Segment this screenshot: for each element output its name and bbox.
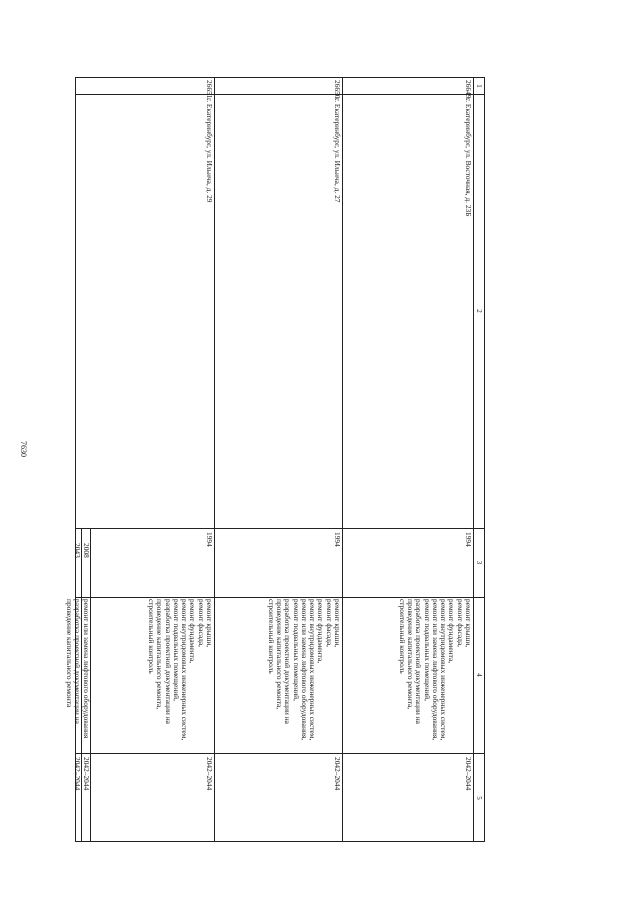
row-works: ремонт крыши, ремонт фасада, ремонт фундамента, ремонт внутридомовых инженерных систем, ремонт или замена лифтового оборудования, ремонт подвальных помещений, разработка проектной документации на проведение капитального ремонта, строительный контроль	[266, 599, 342, 741]
subrow-year: 2008	[82, 543, 91, 558]
row-address: г. Екатеринбург, ул. Ильича, д. 27	[333, 98, 342, 203]
row-number: 26650.	[333, 80, 342, 101]
row-period: 2042–2044	[333, 757, 342, 791]
col-header-5: 5	[475, 796, 483, 800]
subrow-works: ремонт или замена лифтового оборудования	[82, 599, 91, 739]
col-header-1: 1	[475, 84, 483, 88]
row-year: 1994	[333, 532, 342, 547]
row-number: 26649.	[464, 80, 473, 101]
col-header-4: 4	[475, 673, 483, 677]
row-works: ремонт крыши, ремонт фасада, ремонт фундамента, ремонт внутридомовых инженерных систем, ремонт подвальных помещений, разработка проектной документации на проведение капитального ремонта, строительный контроль	[146, 599, 214, 741]
page-number: 7630	[19, 441, 28, 457]
row-year: 1994	[464, 532, 473, 547]
row-period: 2042–2044	[205, 757, 214, 791]
capital-repair-table	[64, 77, 485, 842]
subrow-period: 2042–2044	[73, 757, 82, 791]
row-works: ремонт крыши, ремонт фасада, ремонт фундамента, ремонт внутридомовых инженерных систем, ремонт или замена лифтового оборудования, ремонт подвальных помещений, разработка проектной документации на проведение капитального ремонта, строительный контроль	[397, 599, 473, 741]
col-header-2: 2	[475, 309, 483, 313]
row-address: г. Екатеринбург, ул. Ильича, д. 29	[205, 98, 214, 203]
row-number: 26651.	[205, 80, 214, 101]
subrow-period: 2042–2044	[82, 757, 91, 791]
subrow-works: разработка проектной документации на проведение капитального ремонта	[64, 599, 82, 724]
row-address: г. Екатеринбург, ул. Восточная, д. 23Б	[464, 98, 473, 217]
row-year: 1994	[205, 532, 214, 547]
subrow-year: 2043	[73, 543, 82, 558]
col-header-3: 3	[475, 560, 483, 565]
row-period: 2042–2044	[464, 757, 473, 791]
